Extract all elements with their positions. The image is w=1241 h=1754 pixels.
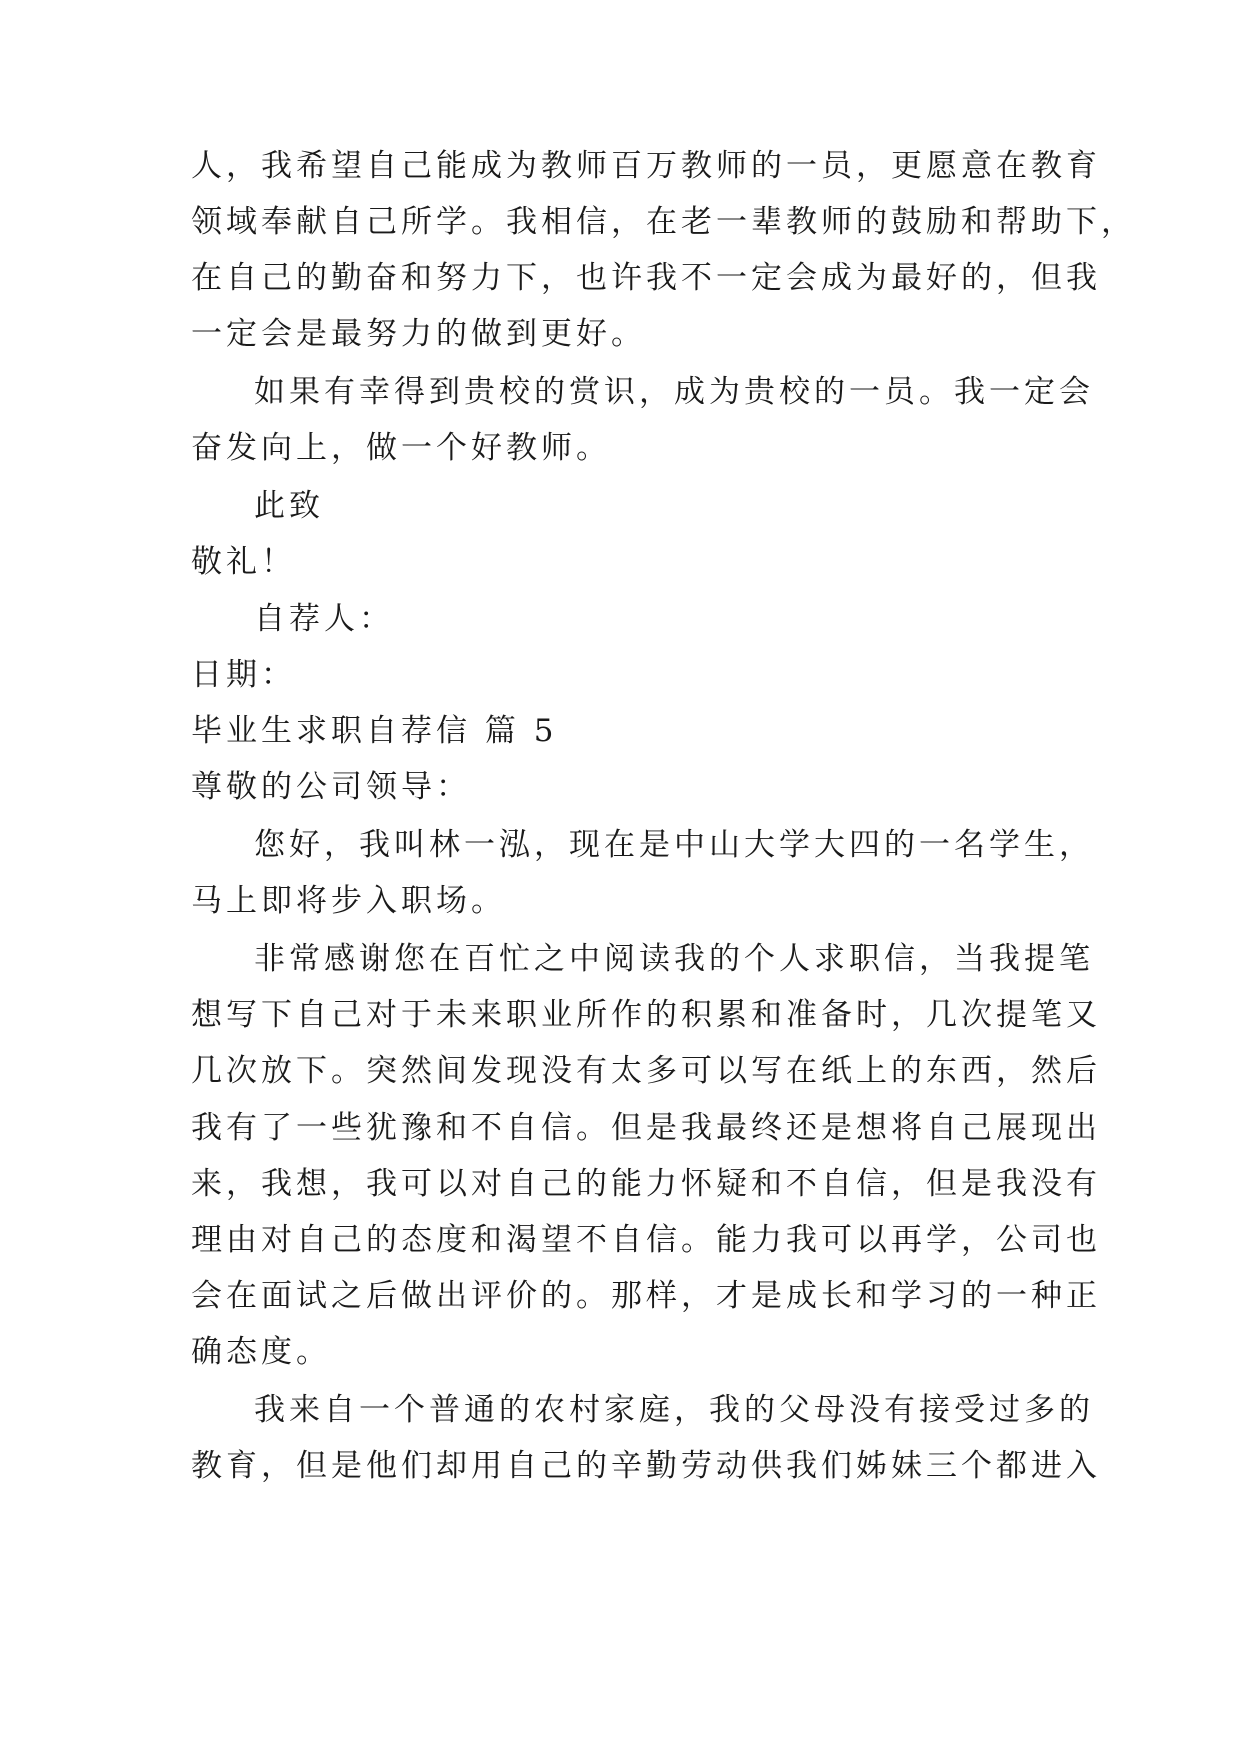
section-heading: 毕业生求职自荐信 篇 5: [191, 713, 558, 749]
body-line: 会在面试之后做出评价的。那样，才是成长和学习的一种正: [191, 1278, 1101, 1314]
closing-regards: 敬礼！: [191, 544, 296, 580]
body-line: 来，我想，我可以对自己的能力怀疑和不自信，但是我没有: [191, 1166, 1101, 1202]
body-line: 确态度。: [191, 1334, 331, 1370]
body-line: 一定会是最努力的做到更好。: [191, 316, 646, 352]
body-line: 非常感谢您在百忙之中阅读我的个人求职信，当我提笔: [254, 941, 1094, 977]
letter-greeting: 尊敬的公司领导：: [191, 769, 471, 805]
body-line: 如果有幸得到贵校的赏识，成为贵校的一员。我一定会: [254, 374, 1094, 410]
body-line: 奋发向上，做一个好教师。: [191, 430, 611, 466]
body-line: 想写下自己对于未来职业所作的积累和准备时，几次提笔又: [191, 997, 1101, 1033]
date-label: 日期：: [191, 657, 296, 693]
body-line: 几次放下。突然间发现没有太多可以写在纸上的东西，然后: [191, 1053, 1101, 1089]
body-line: 在自己的勤奋和努力下，也许我不一定会成为最好的，但我: [191, 260, 1101, 296]
closing-salutation: 此致: [254, 488, 324, 524]
body-line: 您好，我叫林一泓，现在是中山大学大四的一名学生，: [254, 827, 1094, 863]
body-line: 我来自一个普通的农村家庭，我的父母没有接受过多的: [254, 1392, 1094, 1428]
body-line: 人，我希望自己能成为教师百万教师的一员，更愿意在教育: [191, 148, 1101, 184]
body-line: 马上即将步入职场。: [191, 883, 506, 919]
body-line: 我有了一些犹豫和不自信。但是我最终还是想将自己展现出: [191, 1110, 1101, 1146]
signature-label: 自荐人：: [254, 601, 394, 637]
body-line: 教育，但是他们却用自己的辛勤劳动供我们姊妹三个都进入: [191, 1448, 1101, 1484]
body-line: 领域奉献自己所学。我相信，在老一辈教师的鼓励和帮助下，: [191, 204, 1136, 240]
body-line: 理由对自己的态度和渴望不自信。能力我可以再学，公司也: [191, 1222, 1101, 1258]
